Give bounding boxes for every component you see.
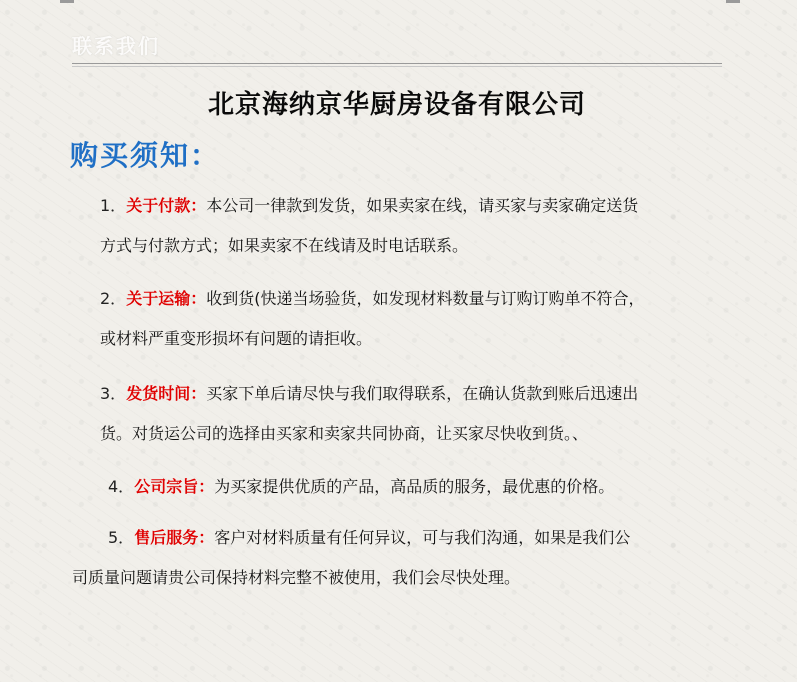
rule-label: 关于付款： (126, 196, 207, 215)
rule-delivery-time (72, 374, 722, 454)
rule-label: 发货时间： (126, 384, 207, 403)
rule-text: 本公司一律款到发货，如果卖家在线，请买家与卖家确定送货 (206, 196, 639, 215)
top-left-corner-mark (60, 0, 74, 3)
rule-number: 1． (100, 196, 127, 215)
rule-text: 为买家提供优质的产品，高品质的服务，最优惠的价格。 (214, 477, 615, 496)
header-divider (72, 63, 722, 67)
purchase-notice-heading: 购买须知： (70, 139, 221, 172)
rule-text: 买家下单后请尽快与我们取得联系，在确认货款到账后迅速出 (206, 384, 639, 403)
company-name-heading: 北京海纳京华厨房设备有限公司 (207, 90, 586, 120)
rule-line (72, 374, 722, 414)
rule-company-purpose (72, 467, 722, 507)
rule-text: 收到货(快递当场验货，如发现材料数量与订购订购单不符合， (206, 289, 645, 308)
rule-number: 2． (100, 289, 127, 308)
rule-number: 4． (108, 477, 135, 496)
rule-label: 售后服务： (134, 528, 215, 547)
rule-number: 3． (100, 384, 127, 403)
top-right-corner-mark (726, 0, 740, 3)
rule-line (72, 518, 722, 558)
rule-text-continued: 或材料严重变形损坏有问题的请拒收。 (100, 329, 373, 348)
rule-line (72, 467, 722, 507)
rule-label: 关于运输： (126, 289, 207, 308)
rule-number: 5． (108, 528, 135, 547)
rule-payment (72, 186, 722, 266)
rule-line (72, 186, 722, 226)
section-title-contact: 联系我们 (72, 34, 160, 58)
rule-text: 客户对材料质量有任何异议，可与我们沟通，如果是我们公 (214, 528, 631, 547)
rule-after-sales (72, 518, 722, 598)
rule-text-continued: 方式与付款方式；如果卖家不在线请及时电话联系。 (100, 236, 469, 255)
rule-shipping (72, 279, 722, 359)
rule-text-continued: 货。对货运公司的选择由买家和卖家共同协商，让买家尽快收到货。、 (100, 424, 589, 443)
rule-line (72, 279, 722, 319)
rule-label: 公司宗旨： (134, 477, 215, 496)
rule-text-continued: 司质量问题请贵公司保持材料完整不被使用，我们会尽快处理。 (72, 568, 521, 587)
